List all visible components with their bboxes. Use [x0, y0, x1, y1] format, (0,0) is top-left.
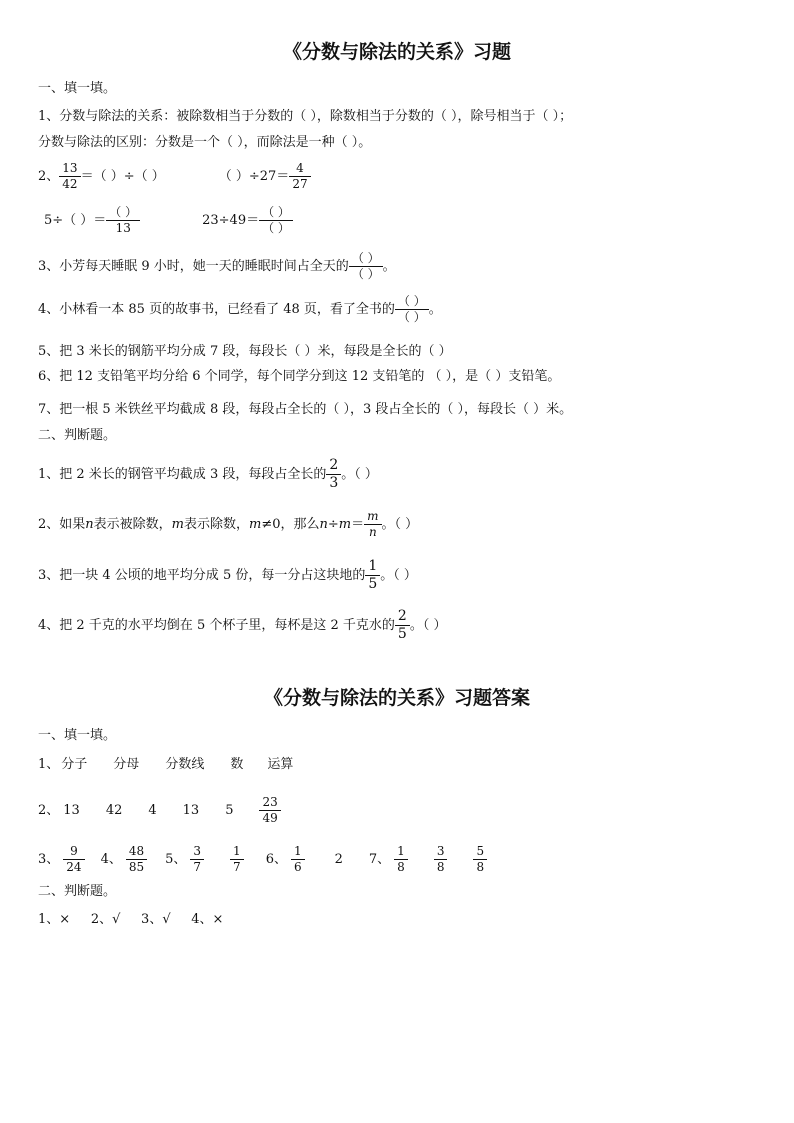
answers-3-to-7	[38, 844, 487, 875]
variable-m: m	[249, 517, 262, 532]
fraction-m-n	[364, 509, 381, 540]
answer-6-extra: 2	[334, 852, 343, 867]
question-3-text: 3、小芳每天睡眠 9 小时，她一天的睡眠时间占全天的	[38, 259, 349, 274]
answer-2-item: 4	[148, 803, 157, 818]
fraction-numerator: 48	[126, 844, 147, 860]
judge-3	[38, 558, 417, 593]
fraction-denominator: 5	[397, 626, 407, 642]
question-6: 6、把 12 支铅笔平均分给 6 个同学，每个同学分到这 12 支铅笔的 （ ），是（ ）支铅笔。	[38, 369, 561, 384]
judge-1-text: 1、把 2 米长的钢管平均截成 3 段，每段占全长的	[38, 467, 327, 482]
fraction-2-3	[326, 457, 341, 492]
variable-m: m	[338, 517, 352, 532]
fraction-denominator: 8	[436, 860, 445, 874]
question-4-text: 4、小林看一本 85 页的故事书，已经看了 48 页，看了全书的	[38, 302, 395, 317]
variable-m: m	[171, 517, 184, 532]
answer-7-label: 7、	[368, 852, 391, 867]
fraction-numerator: 1	[291, 844, 305, 860]
judge-2-text-d: ≠0，那么	[261, 517, 320, 532]
judge-2-end: 。（ ）	[381, 517, 419, 532]
fraction-denominator: 42	[62, 177, 78, 191]
fraction-denominator: 7	[233, 860, 241, 874]
fraction-answer-blank	[395, 294, 429, 325]
judge-2	[38, 509, 418, 540]
fraction-2-5	[395, 608, 410, 643]
fraction-numerator: 4	[289, 161, 310, 177]
fraction-blank-13	[106, 205, 140, 236]
fraction-numerator: 2	[395, 608, 410, 626]
judge-2-text-b: 表示被除数，	[93, 517, 172, 532]
answer-5-label: 5、	[165, 852, 187, 867]
answer-1-item: 分子	[61, 757, 88, 772]
answer-3-label: 3、	[38, 852, 60, 867]
judge-1-end: 。（ ）	[341, 467, 378, 482]
fraction-numerator: 9	[63, 844, 84, 860]
question-4	[38, 294, 442, 325]
fraction-48-85	[126, 844, 147, 875]
question-2-row-1	[38, 161, 311, 192]
fraction-3-8	[434, 844, 448, 875]
question-1-line-1: 1、分数与除法的关系：被除数相当于分数的（ ），除数相当于分数的（ ），除号相当于（ ）；	[38, 109, 573, 124]
judge-1	[38, 457, 378, 492]
fraction-denominator: 8	[476, 860, 485, 874]
fraction-numerator: （ ）	[259, 205, 293, 221]
divide-sign: ÷	[327, 517, 339, 532]
answer-4-label: 4、	[100, 852, 122, 867]
fraction-numerator: 1	[365, 558, 380, 576]
fraction-denominator: 49	[262, 811, 278, 825]
variable-n: n	[319, 517, 328, 532]
question-3-end: 。	[382, 259, 396, 274]
fraction-numerator: （ ）	[106, 205, 140, 221]
fraction-numerator: 23	[259, 795, 280, 811]
fraction-denominator: n	[368, 525, 377, 539]
fraction-denominator: 85	[128, 860, 145, 874]
fraction-numerator: 2	[326, 457, 341, 475]
answers-section-judge-heading: 二、判断题。	[38, 884, 117, 899]
fraction-denominator: （ ）	[351, 267, 380, 281]
fraction-numerator: m	[364, 509, 381, 525]
question-2b-left: （ ）÷27＝	[218, 169, 290, 184]
fraction-denominator: 3	[329, 475, 339, 491]
answer-6-label: 6、	[265, 852, 287, 867]
answer-2-item: 5	[225, 803, 234, 818]
fraction-3-7	[190, 844, 204, 875]
fraction-denominator: 6	[293, 860, 302, 874]
fraction-denominator: 13	[115, 221, 131, 235]
judge-2-text-a: 2、如果	[38, 517, 86, 532]
fraction-answer-blank	[349, 251, 383, 282]
fraction-denominator: 8	[397, 860, 405, 874]
judge-4-end: 。（ ）	[409, 618, 447, 633]
judge-4	[38, 608, 446, 643]
fraction-23-49	[259, 795, 280, 826]
fraction-numerator: 3	[190, 844, 204, 860]
question-2a-rest: ＝（ ）÷（ ）	[80, 169, 165, 184]
fraction-1-5	[365, 558, 380, 593]
question-2-label: 2、	[38, 169, 60, 184]
fraction-denominator: （ ）	[262, 221, 290, 235]
answer-2-item: 13	[182, 803, 200, 818]
question-1-line-2: 分数与除法的区别：分数是一个（ ），而除法是一种（ ）。	[38, 135, 372, 150]
fraction-numerator: 3	[434, 844, 448, 860]
fraction-denominator: （ ）	[397, 310, 426, 324]
variable-n: n	[85, 517, 94, 532]
fraction-denominator: 24	[66, 860, 82, 874]
fraction-1-6	[291, 844, 305, 875]
question-2d-left: 23÷49＝	[202, 213, 260, 228]
judge-2-text-c: 表示除数，	[184, 517, 250, 532]
fraction-numerator: （ ）	[395, 294, 429, 310]
answer-2-item: 42	[105, 803, 123, 818]
fraction-denominator: 27	[292, 177, 308, 191]
section-fill-heading: 一、填一填。	[38, 81, 117, 96]
fraction-numerator: 13	[59, 161, 80, 177]
question-3	[38, 251, 396, 282]
section-judge-heading: 二、判断题。	[38, 428, 117, 443]
question-4-end: 。	[428, 302, 442, 317]
fraction-numerator: 5	[473, 844, 487, 860]
answer-2-label: 2、	[38, 803, 60, 818]
fraction-numerator: 1	[394, 844, 408, 860]
judge-4-text: 4、把 2 千克的水平均倒在 5 个杯子里，每杯是这 2 千克水的	[38, 618, 395, 633]
fraction-1-7	[230, 844, 244, 875]
answer-1-item: 分母	[113, 757, 140, 772]
question-5: 5、把 3 米长的钢筋平均分成 7 段，每段长（ ）米，每段是全长的（ ）	[38, 344, 452, 359]
answers-title: 《分数与除法的关系》习题答案	[263, 687, 530, 709]
answer-1	[38, 757, 293, 773]
judge-3-text: 3、把一块 4 公顷的地平均分成 5 份，每一分占这块地的	[38, 568, 366, 583]
fraction-denominator: 5	[368, 576, 378, 592]
fraction-5-8	[473, 844, 487, 875]
question-7: 7、把一根 5 米铁丝平均截成 8 段，每段占全长的（ ），3 段占全长的（ ），每段长（ ）米。	[38, 402, 573, 417]
fraction-1-8	[394, 844, 408, 875]
answer-2-item: 13	[63, 803, 80, 818]
answer-1-item: 数	[230, 757, 244, 772]
question-2-row-2	[44, 205, 293, 236]
fraction-blank-blank	[259, 205, 293, 236]
answer-1-item: 分数线	[165, 757, 205, 772]
fraction-denominator: 7	[193, 860, 202, 874]
fraction-9-24	[63, 844, 84, 875]
answers-judge-line: 1、× 2、√ 3、√ 4、×	[38, 912, 224, 927]
equals-sign: ＝	[351, 517, 365, 532]
fraction-4-27	[289, 161, 310, 192]
worksheet-title: 《分数与除法的关系》习题	[282, 41, 511, 63]
fraction-numerator: （ ）	[349, 251, 383, 267]
answer-1-label: 1、	[38, 757, 60, 772]
fraction-13-42	[59, 161, 80, 192]
answers-section-fill-heading: 一、填一填。	[38, 728, 117, 743]
answer-2	[38, 795, 281, 826]
answer-1-item: 运算	[267, 757, 294, 772]
fraction-numerator: 1	[230, 844, 244, 860]
question-2c-left: 5÷（ ）＝	[44, 213, 107, 228]
judge-3-end: 。（ ）	[380, 568, 417, 583]
